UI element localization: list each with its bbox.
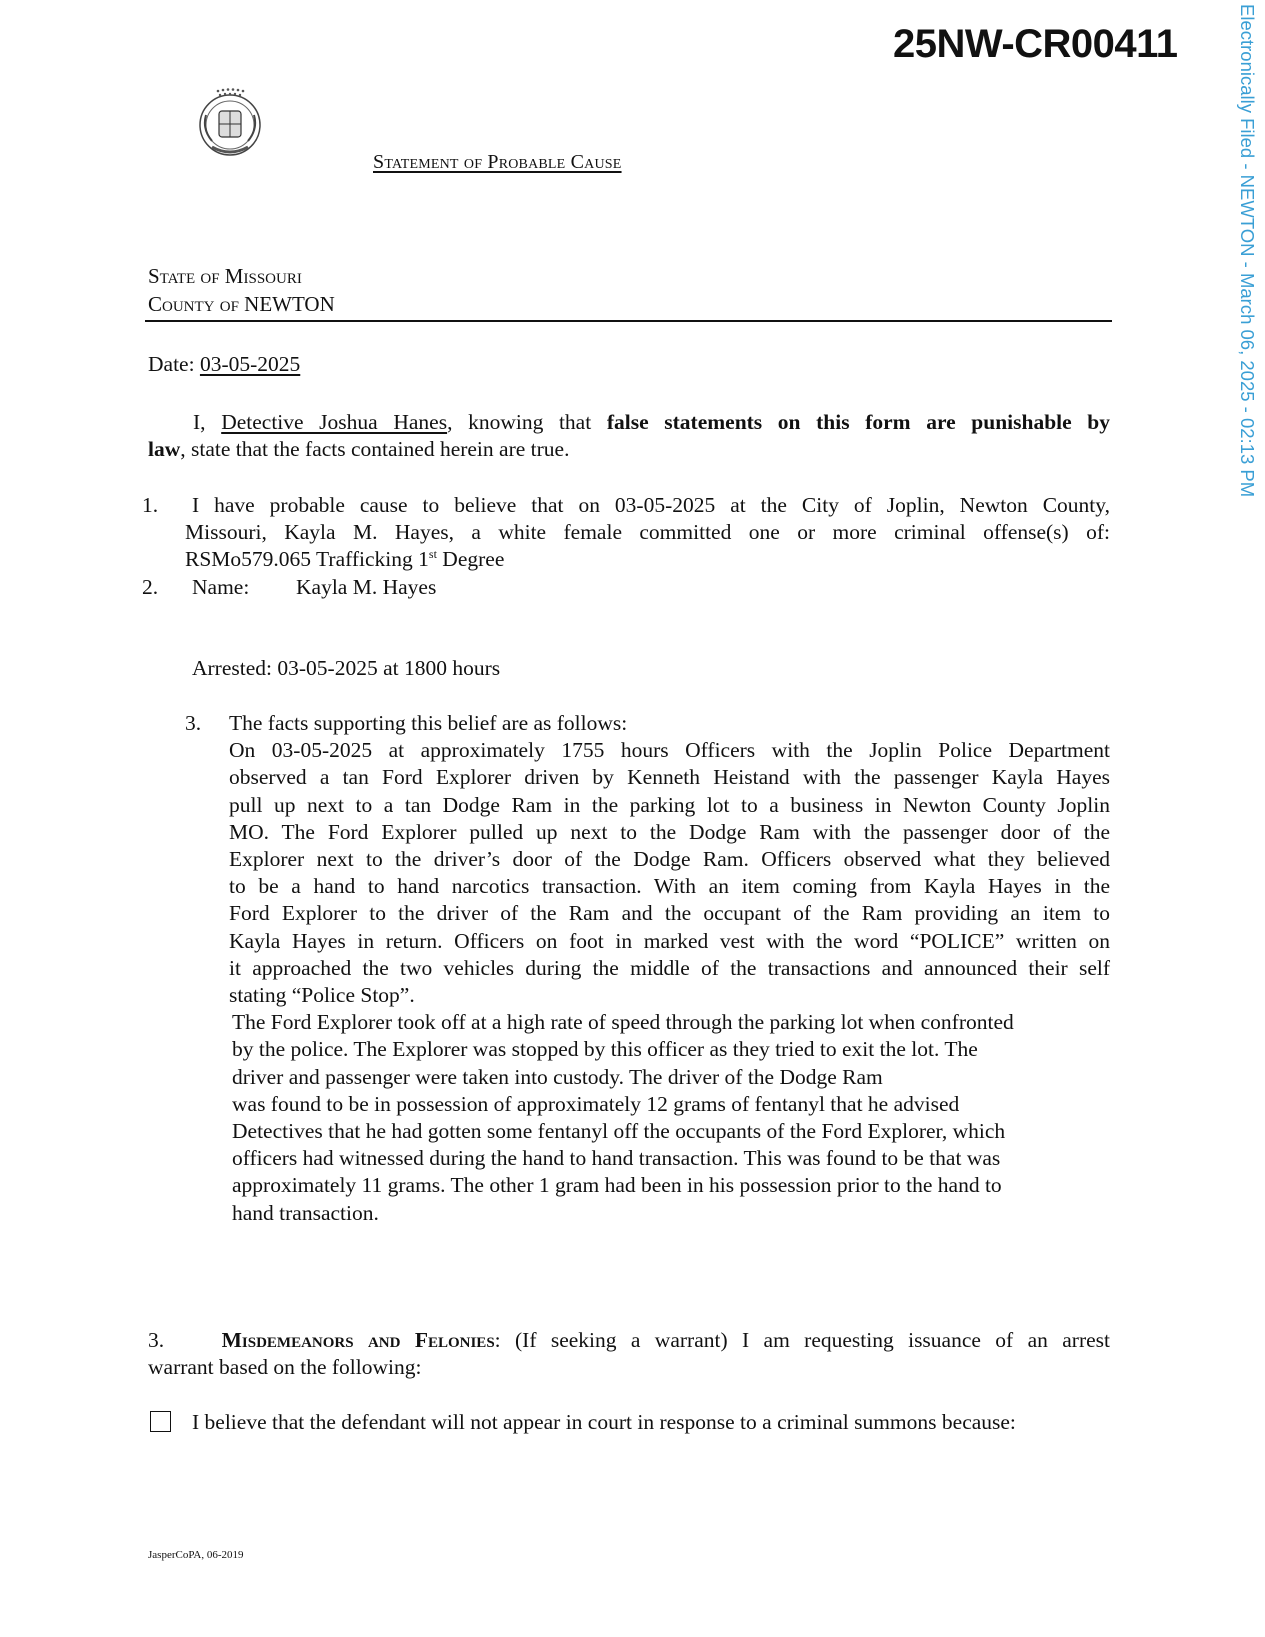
name-label: Name: bbox=[192, 575, 250, 599]
facts-justified bbox=[229, 737, 1110, 982]
affirmation-warning-end: law bbox=[148, 437, 181, 462]
offense-degree: Degree bbox=[436, 547, 505, 572]
affirmation-paragraph bbox=[148, 409, 1110, 463]
item1-line: Missouri, Kayla M. Hayes, a white female committed one or more criminal offense(s) of: bbox=[185, 520, 1110, 545]
section3-number: 3. bbox=[148, 1328, 165, 1352]
facts-line: The Ford Explorer took off at a high rate of speed through the parking lot when confronted bbox=[232, 1010, 1014, 1035]
offense-text: RSMo579.065 Trafficking 1 bbox=[185, 547, 429, 572]
case-number: 25NW-CR00411 bbox=[893, 22, 1178, 66]
document-title: Statement of Probable Cause bbox=[373, 151, 622, 173]
facts-line: approximately 11 grams. The other 1 gram had been in his possession prior to the hand to bbox=[232, 1173, 1002, 1198]
arrested-line: Arrested: 03-05-2025 at 1800 hours bbox=[192, 656, 501, 680]
item1-number: 1. bbox=[142, 493, 159, 517]
section3-text-line2: warrant based on the following: bbox=[148, 1355, 422, 1380]
facts-line: by the police. The Explorer was stopped by this officer as they tried to exit the lot. The bbox=[232, 1037, 978, 1062]
no-appear-checkbox[interactable] bbox=[150, 1411, 171, 1432]
date-row bbox=[148, 351, 300, 378]
facts-line: hand transaction. bbox=[232, 1200, 379, 1225]
facts-line: it approached the two vehicles during the middle of the transactions and announced their self bbox=[229, 955, 1110, 980]
facts-line: officers had witnessed during the hand to hand transaction. This was found to be that was bbox=[232, 1146, 1001, 1171]
facts-line: On 03-05-2025 at approximately 1755 hours Officers with the Joplin Police Department bbox=[229, 738, 1110, 763]
facts-line: Ford Explorer to the driver of the Ram and the occupant of the Ram providing an item to bbox=[229, 901, 1110, 926]
section3-text: : (If seeking a warrant) I am requesting issuance of an arrest bbox=[494, 1328, 1110, 1352]
name-value: Kayla M. Hayes bbox=[296, 575, 437, 599]
facts-line: Kayla Hayes in return. Officers on foot in marked vest with the word “POLICE” written on bbox=[229, 928, 1110, 953]
facts-line: MO. The Ford Explorer pulled up next to the Dodge Ram with the passenger door of the bbox=[229, 819, 1110, 844]
header-divider bbox=[145, 320, 1112, 322]
section3-heading: Misdemeanors and Felonies bbox=[221, 1328, 495, 1352]
facts-heading: The facts supporting this belief are as follows: bbox=[229, 711, 628, 735]
facts-ragged bbox=[229, 1009, 1110, 1227]
affirmation-suffix: , state that the facts contained herein are true. bbox=[180, 437, 570, 462]
affirmation-prefix: I, bbox=[193, 410, 206, 434]
efiled-stamp: Electronically Filed - NEWTON - March 06, 2025 - 02:13 PM bbox=[1237, 4, 1258, 498]
county-label: County of NEWTON bbox=[148, 292, 335, 316]
item1-text bbox=[185, 492, 1110, 574]
facts-line: Explorer next to the driver’s door of the Dodge Ram. Officers observed what they believed bbox=[229, 847, 1110, 872]
facts-line: driver and passenger were taken into custody. The driver of the Dodge Ram bbox=[232, 1064, 883, 1089]
state-seal-logo bbox=[192, 85, 268, 161]
section3-paragraph bbox=[148, 1327, 1110, 1381]
facts-line: to be a hand to hand narcotics transaction. With an item coming from Kayla Hayes in the bbox=[229, 874, 1110, 899]
item1-line bbox=[185, 546, 1110, 573]
facts-section bbox=[229, 710, 1110, 1227]
item3-number: 3. bbox=[185, 711, 202, 735]
item1-line: I have probable cause to believe that on 03-05-2025 at the City of Joplin, Newton County, bbox=[192, 493, 1110, 517]
item2-number: 2. bbox=[142, 575, 159, 599]
date-label: Date: bbox=[148, 352, 195, 376]
affiant-name: Detective Joshua Hanes bbox=[221, 410, 448, 434]
facts-line: observed a tan Ford Explorer driven by Kenneth Heistand with the passenger Kayla Hayes bbox=[229, 765, 1110, 790]
no-appear-label: I believe that the defendant will not appear in court in response to a criminal summons because: bbox=[192, 1410, 1016, 1434]
affirmation-middle: , knowing that bbox=[447, 410, 592, 434]
facts-line: stating “Police Stop”. bbox=[229, 983, 415, 1008]
affirmation-warning: false statements on this form are punishable by bbox=[606, 410, 1111, 434]
date-value: 03-05-2025 bbox=[199, 352, 301, 376]
facts-line: pull up next to a tan Dodge Ram in the parking lot to a business in Newton County Joplin bbox=[229, 792, 1110, 817]
form-footer: JasperCoPA, 06-2019 bbox=[148, 1549, 244, 1561]
facts-line: Detectives that he had gotten some fentanyl off the occupants of the Ford Explorer, which bbox=[232, 1119, 1006, 1144]
offense-ordinal: st bbox=[428, 547, 437, 562]
state-label: State of Missouri bbox=[148, 264, 302, 288]
facts-line: was found to be in possession of approximately 12 grams of fentanyl that he advised bbox=[232, 1091, 960, 1116]
